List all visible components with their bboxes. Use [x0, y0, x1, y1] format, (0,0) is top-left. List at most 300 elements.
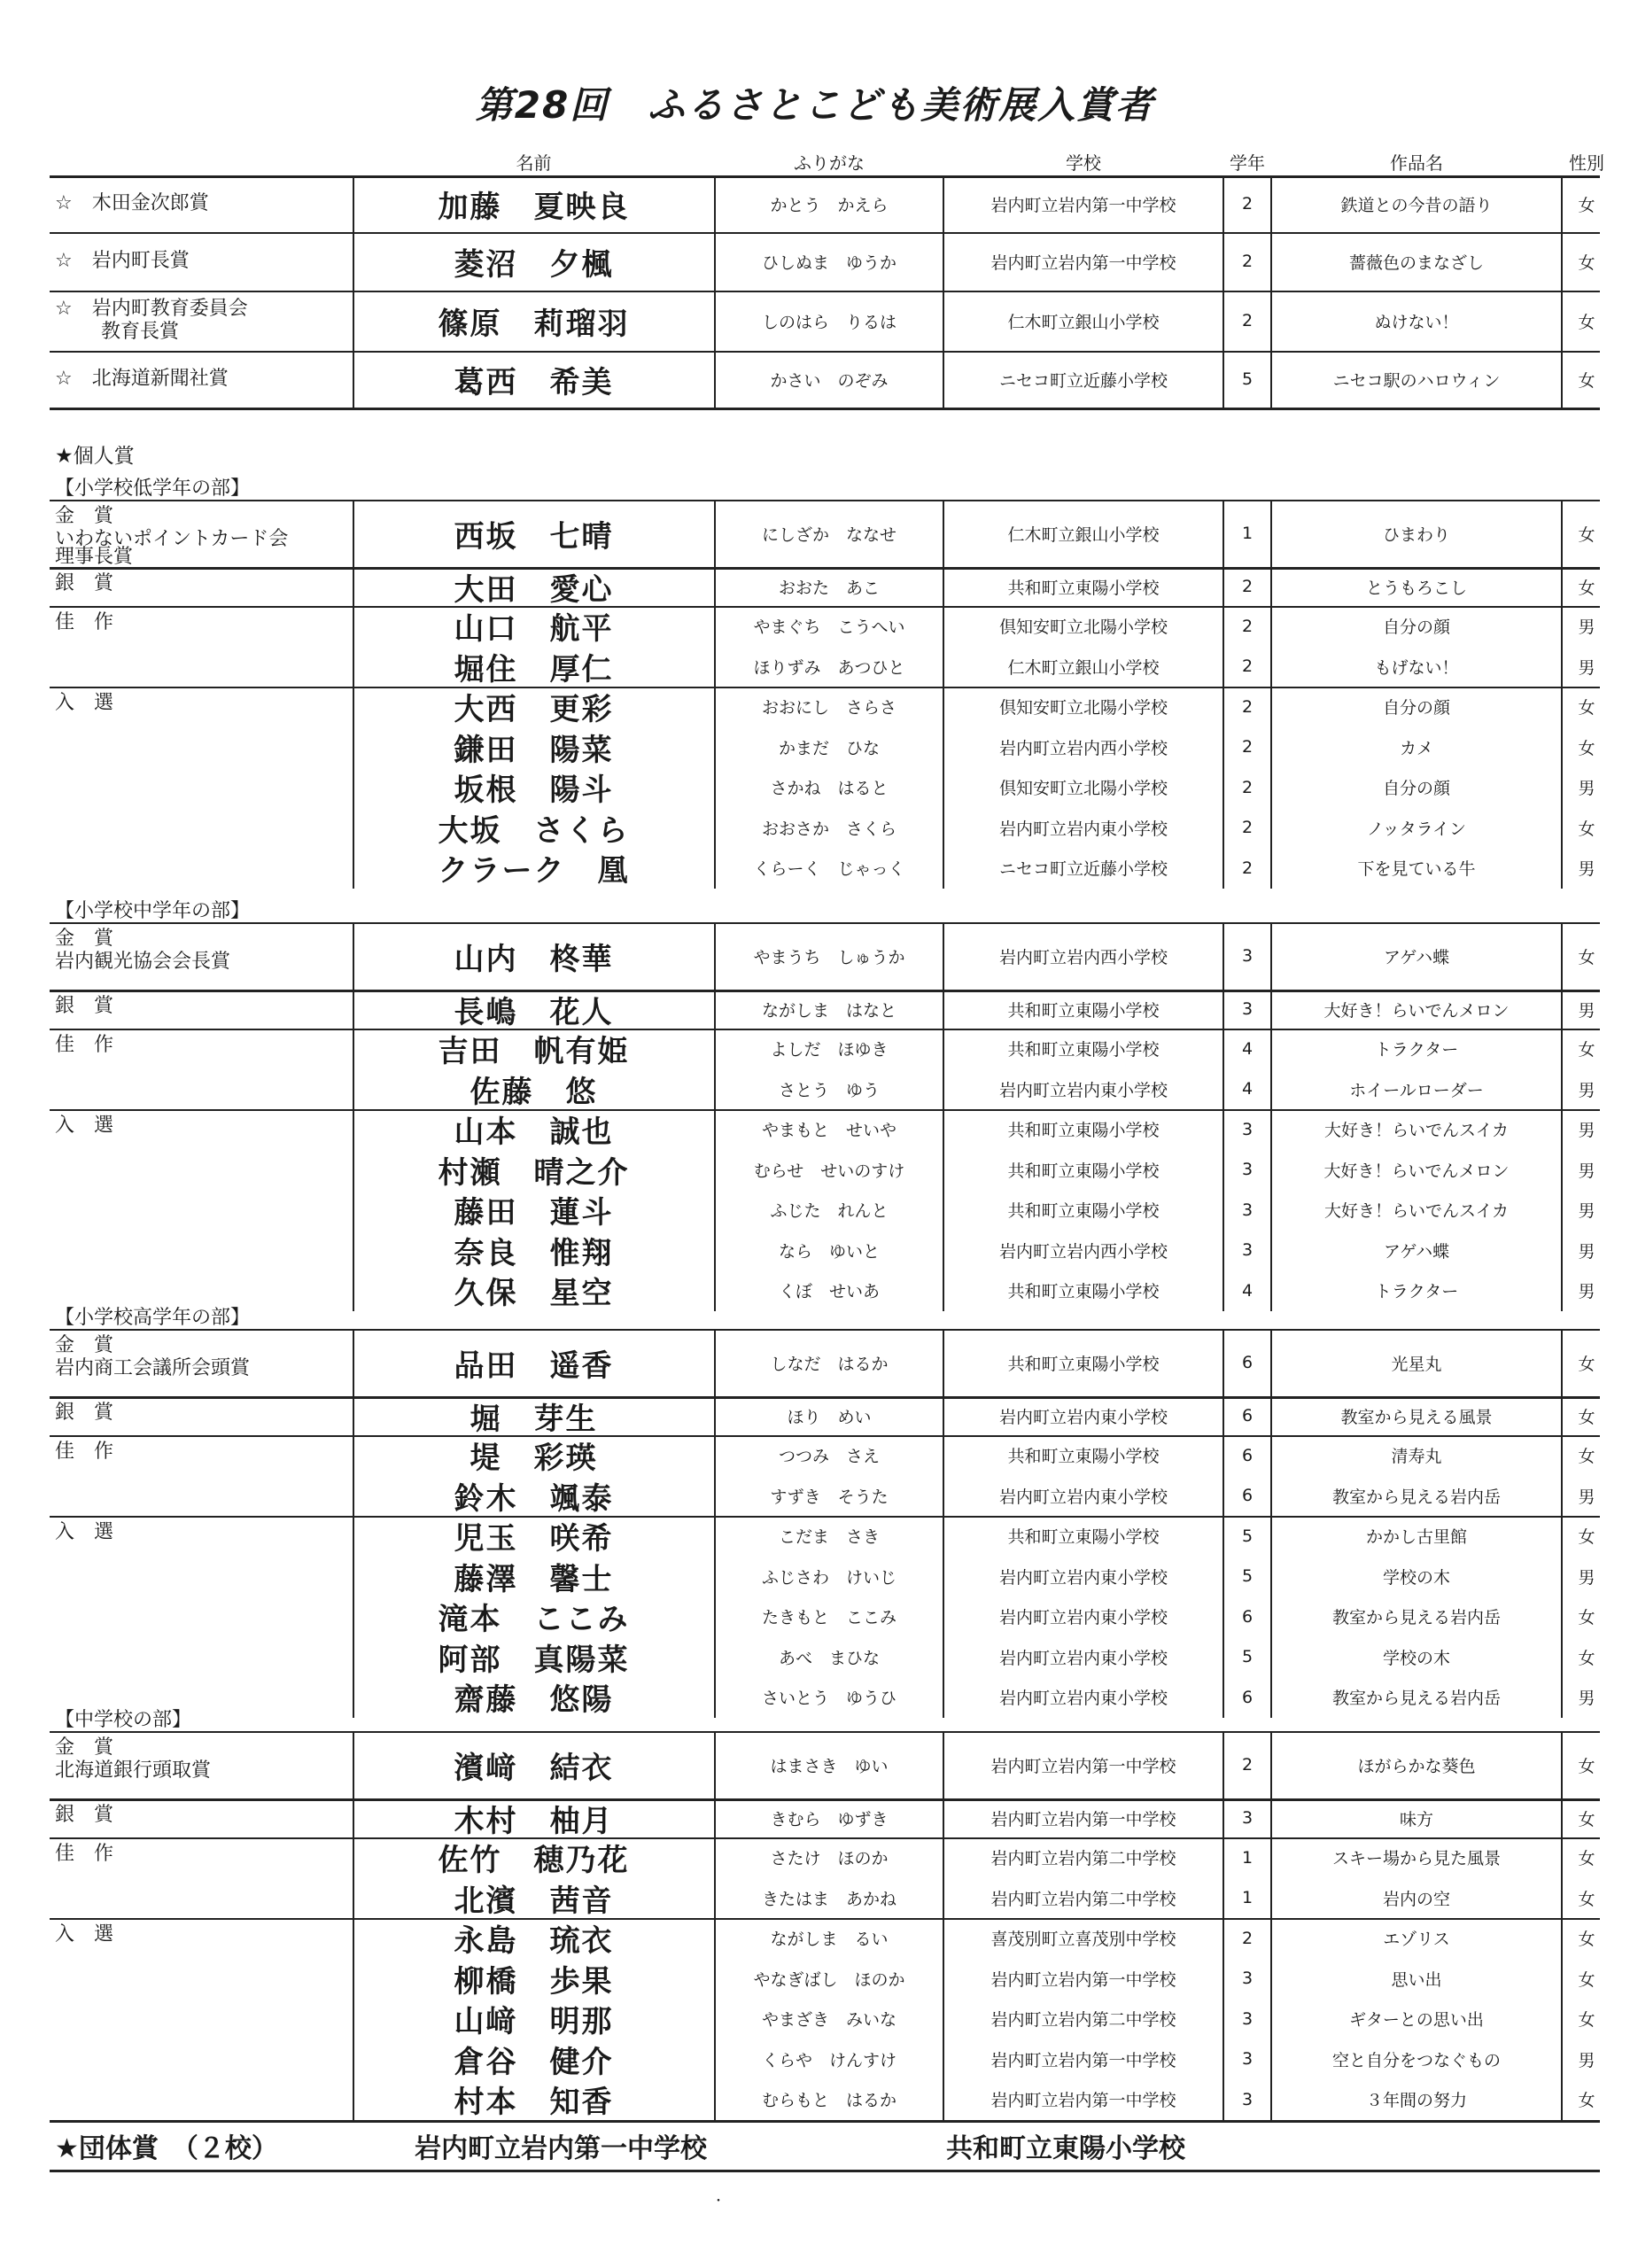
cell-grade: 2: [1241, 252, 1254, 271]
cell-furigana: なら ゆいと: [778, 1241, 880, 1262]
cell-school: 共和町立東陽小学校: [1007, 1121, 1160, 1141]
award-grade-label: 入 選: [55, 1115, 114, 1137]
column-divider: [1561, 500, 1563, 889]
cell-furigana: やまうち しゅうか: [753, 947, 905, 967]
cell-school: 共和町立東陽小学校: [1007, 1282, 1160, 1302]
cell-grade: 2: [1241, 858, 1254, 878]
section-title: 【小学校中学年の部】: [55, 900, 251, 922]
cell-school: 岩内町立岩内第二中学校: [990, 2010, 1176, 2031]
cell-school: 倶知安町立北陽小学校: [998, 698, 1168, 718]
cell-grade: 2: [1241, 577, 1254, 596]
cell-name: 齋藤 悠陽: [454, 1682, 614, 1719]
cell-work: もげない！: [1374, 657, 1459, 678]
individual-award-heading: ★個人賞: [55, 445, 135, 468]
cell-school: 岩内町立岩内西小学校: [998, 947, 1168, 967]
column-divider: [943, 1329, 944, 1718]
column-divider: [714, 500, 716, 889]
document-title: 第28回 ふるさとこども美術展入賞者: [475, 83, 1155, 127]
group-award-bottom-rule: [50, 2170, 1600, 2172]
cell-furigana: やまぐち こうへい: [753, 617, 905, 638]
cell-school: 岩内町立岩内東小学校: [998, 1487, 1168, 1507]
cell-furigana: たきもと ここみ: [761, 1608, 896, 1628]
cell-work: 自分の顔: [1382, 779, 1450, 799]
cell-school: 共和町立東陽小学校: [1007, 1354, 1160, 1374]
cell-school: 喜茂別町立喜茂別中学校: [990, 1930, 1176, 1950]
header-name: 名前: [516, 152, 552, 174]
cell-name: 大坂 さくら: [438, 812, 630, 849]
cell-furigana: さとう ゆう: [778, 1080, 880, 1100]
cell-grade: 2: [1241, 696, 1254, 717]
cell-name: 藤澤 馨士: [454, 1561, 614, 1597]
cell-name: 山﨑 明那: [454, 2004, 614, 2040]
cell-grade: 3: [1241, 2008, 1254, 2029]
column-divider: [1222, 1329, 1224, 1718]
cell-grade: 2: [1241, 777, 1254, 797]
award-label: ☆ 木田金次郎賞: [55, 192, 209, 214]
cell-school: 岩内町立岩内東小学校: [998, 1608, 1168, 1628]
award-grade-label: 銀 賞: [55, 995, 114, 1017]
cell-sex: 女: [1578, 1930, 1595, 1950]
cell-furigana: かまだ ひな: [778, 738, 880, 758]
cell-furigana: さいとう ゆうひ: [761, 1689, 896, 1709]
award-sponsor-label: いわないポイントカード会: [55, 528, 289, 550]
cell-furigana: きむら ゆずき: [770, 1809, 889, 1829]
cell-work: トラクター: [1374, 1040, 1459, 1060]
cell-name: 坂根 陽斗: [454, 773, 614, 809]
cell-furigana: やまざき みいな: [761, 2010, 896, 2031]
cell-grade: 5: [1241, 1647, 1254, 1667]
cell-furigana: ふじた れんと: [770, 1201, 889, 1222]
cell-grade: 5: [1241, 1566, 1254, 1587]
cell-grade: 6: [1241, 1687, 1254, 1707]
cell-work: 自分の顔: [1382, 617, 1450, 638]
cell-school: 仁木町立銀山小学校: [1007, 657, 1160, 678]
cell-name: 奈良 惟翔: [454, 1235, 614, 1271]
cell-grade: 3: [1241, 1240, 1254, 1261]
cell-school: 岩内町立岩内第一中学校: [990, 195, 1176, 215]
cell-furigana: むらもと はるか: [761, 2091, 896, 2111]
cell-name: 阿部 真陽菜: [438, 1642, 630, 1678]
cell-name: 葛西 希美: [454, 364, 614, 400]
cell-school: 岩内町立岩内東小学校: [998, 1648, 1168, 1668]
cell-grade: 6: [1241, 1486, 1254, 1506]
cell-grade: 4: [1241, 1038, 1254, 1059]
cell-furigana: ひしぬま ゆうか: [761, 252, 896, 273]
cell-grade: 1: [1241, 524, 1254, 543]
cell-school: 倶知安町立北陽小学校: [998, 617, 1168, 638]
cell-grade: 3: [1241, 1200, 1254, 1220]
cell-work: トラクター: [1374, 1282, 1459, 1302]
cell-sex: 女: [1578, 524, 1595, 545]
cell-sex: 男: [1578, 1567, 1595, 1588]
award-grade-label: 金 賞: [55, 1334, 114, 1356]
cell-furigana: くぼ せいあ: [778, 1282, 880, 1302]
cell-grade: 2: [1241, 1928, 1254, 1948]
cell-furigana: やまもと せいや: [761, 1121, 896, 1141]
cell-work: スキー場から見た風景: [1331, 1849, 1501, 1869]
cell-sex: 女: [1578, 698, 1595, 718]
cell-sex: 女: [1578, 947, 1595, 967]
cell-name: 倉谷 健介: [454, 2044, 614, 2080]
cell-grade: 4: [1241, 1280, 1254, 1301]
cell-school: 岩内町立岩内第一中学校: [990, 1969, 1176, 1990]
cell-sex: 男: [1578, 617, 1595, 638]
cell-name: 永島 琉衣: [454, 1923, 614, 1960]
cell-name: 藤田 蓮斗: [454, 1195, 614, 1231]
cell-furigana: かとう かえら: [770, 195, 889, 215]
cell-work: 自分の顔: [1382, 698, 1450, 718]
cell-name: 大西 更彩: [454, 692, 614, 728]
cell-furigana: さたけ ほのか: [770, 1849, 889, 1869]
cell-sex: 男: [1578, 657, 1595, 678]
cell-grade: 6: [1241, 1353, 1254, 1372]
cell-name: 村瀬 晴之介: [438, 1154, 630, 1191]
cell-grade: 4: [1241, 1079, 1254, 1099]
cell-sex: 女: [1578, 195, 1595, 215]
cell-grade: 2: [1241, 818, 1254, 838]
cell-sex: 男: [1578, 1689, 1595, 1709]
cell-school: 岩内町立岩内第二中学校: [990, 1849, 1176, 1869]
cell-school: 岩内町立岩内東小学校: [998, 1567, 1168, 1588]
cell-work: 思い出: [1391, 1969, 1442, 1990]
cell-sex: 女: [1578, 1040, 1595, 1060]
award-grade-label: 佳 作: [55, 611, 114, 633]
cell-sex: 男: [1578, 1161, 1595, 1181]
cell-sex: 女: [1578, 578, 1595, 598]
cell-furigana: さかね はると: [770, 779, 889, 799]
cell-school: 共和町立東陽小学校: [1007, 578, 1160, 598]
award-sponsor-label: 北海道銀行頭取賞: [55, 1759, 212, 1782]
cell-furigana: むらせ せいのすけ: [753, 1161, 905, 1181]
cell-furigana: すずき そうた: [770, 1487, 889, 1507]
cell-name: 鈴木 颯泰: [454, 1480, 614, 1517]
cell-sex: 女: [1578, 2091, 1595, 2111]
table-bottom-rule: [50, 408, 1600, 410]
cell-name: 長嶋 花人: [454, 994, 614, 1030]
cell-sex: 女: [1578, 252, 1595, 273]
cell-work: アゲハ蝶: [1383, 947, 1450, 967]
column-divider: [714, 922, 716, 1311]
cell-furigana: かさい のぞみ: [770, 370, 889, 391]
column-divider: [1270, 500, 1272, 889]
header-grade: 学年: [1230, 152, 1265, 174]
cell-school: 岩内町立岩内第一中学校: [990, 1809, 1176, 1829]
cell-furigana: きたはま あかね: [761, 1889, 896, 1909]
cell-name: 児玉 咲希: [454, 1521, 614, 1557]
cell-work: ３年間の努力: [1365, 2091, 1467, 2111]
cell-sex: 女: [1578, 1756, 1595, 1776]
cell-school: 共和町立東陽小学校: [1007, 1161, 1160, 1181]
cell-school: 共和町立東陽小学校: [1007, 1000, 1160, 1021]
cell-furigana: しなだ はるか: [770, 1354, 889, 1374]
award-label: ☆ 北海道新聞社賞: [55, 368, 229, 390]
award-grade-label: 佳 作: [55, 1843, 114, 1865]
cell-grade: 3: [1241, 1160, 1254, 1180]
cell-sex: 男: [1578, 1282, 1595, 1302]
cell-grade: 5: [1241, 1526, 1254, 1546]
cell-work: 空と自分をつなぐもの: [1331, 2050, 1501, 2070]
cell-work: ホイールローダー: [1349, 1080, 1484, 1100]
cell-name: 品田 遥香: [454, 1348, 614, 1384]
cell-work: 教室から見える風景: [1340, 1407, 1493, 1427]
cell-name: 山口 航平: [454, 611, 614, 648]
cell-school: 岩内町立岩内東小学校: [998, 819, 1168, 839]
award-grade-label: 佳 作: [55, 1034, 114, 1056]
award-sponsor-label: 岩内商工会議所会頭賞: [55, 1357, 251, 1379]
header-school: 学校: [1066, 152, 1101, 174]
cell-sex: 女: [1578, 1527, 1595, 1548]
cell-school: ニセコ町立近藤小学校: [998, 370, 1168, 391]
cell-name: 篠原 莉瑠羽: [438, 306, 630, 342]
cell-name: 堀住 厚仁: [454, 651, 614, 687]
cell-grade: 3: [1241, 999, 1254, 1019]
cell-grade: 6: [1241, 1606, 1254, 1627]
cell-furigana: ながしま るい: [770, 1930, 889, 1950]
cell-grade: 2: [1241, 616, 1254, 636]
cell-sex: 女: [1578, 1849, 1595, 1869]
group-award-school: 共和町立東陽小学校: [946, 2133, 1185, 2164]
cell-work: 清寿丸: [1391, 1447, 1442, 1467]
group-award-school: 岩内町立岩内第一中学校: [415, 2133, 707, 2164]
column-divider: [1561, 922, 1563, 1311]
cell-furigana: こだま さき: [778, 1527, 880, 1548]
cell-sex: 女: [1578, 2010, 1595, 2031]
cell-furigana: くらーく じゃっく: [753, 859, 905, 880]
award-label: ☆ 岩内町長賞: [55, 250, 190, 272]
column-divider: [1270, 922, 1272, 1311]
group-award-label: ★団体賞 （２校）: [55, 2133, 278, 2164]
column-divider: [1222, 1731, 1224, 2120]
cell-name: 山本 誠也: [454, 1115, 614, 1151]
cell-work: 大好き！らいでんスイカ: [1323, 1201, 1510, 1222]
award-sponsor-label: 理事長賞: [55, 546, 134, 568]
cell-grade: 5: [1241, 369, 1254, 389]
cell-name: 佐竹 穂乃花: [438, 1843, 630, 1879]
cell-grade: 2: [1241, 737, 1254, 757]
cell-name: 山内 柊華: [454, 941, 614, 977]
cell-furigana: しのはら りるは: [761, 312, 896, 332]
cell-grade: 3: [1241, 2089, 1254, 2109]
cell-sex: 女: [1578, 312, 1595, 332]
column-divider: [1270, 1329, 1272, 1718]
cell-work: 大好き！らいでんメロン: [1323, 1000, 1510, 1021]
header-furigana: ふりがな: [794, 152, 865, 174]
column-divider: [714, 1329, 716, 1718]
cell-work: 岩内の空: [1382, 1889, 1450, 1909]
cell-name: 柳橋 歩果: [454, 1963, 614, 2000]
cell-grade: 3: [1241, 1808, 1254, 1828]
cell-school: 岩内町立岩内第一中学校: [990, 2050, 1176, 2070]
cell-work: 下を見ている牛: [1357, 859, 1476, 880]
cell-sex: 男: [1578, 1241, 1595, 1262]
cell-name: 北濱 茜音: [454, 1883, 614, 1919]
cell-school: 共和町立東陽小学校: [1007, 1527, 1160, 1548]
cell-work: ほがらかな葵色: [1357, 1756, 1476, 1776]
cell-grade: 3: [1241, 1119, 1254, 1139]
cell-sex: 女: [1578, 1447, 1595, 1467]
cell-grade: 2: [1241, 1755, 1254, 1775]
section-title: 【中学校の部】: [55, 1709, 192, 1731]
cell-sex: 男: [1578, 1080, 1595, 1100]
cell-grade: 1: [1241, 1888, 1254, 1908]
award-grade-label: 金 賞: [55, 928, 114, 950]
cell-school: 岩内町立岩内第一中学校: [990, 2091, 1176, 2111]
cell-sex: 女: [1578, 1809, 1595, 1829]
cell-school: 仁木町立銀山小学校: [1007, 312, 1160, 332]
cell-grade: 3: [1241, 1969, 1254, 1989]
cell-work: カメ: [1399, 738, 1433, 758]
award-grade-label: 入 選: [55, 1923, 114, 1946]
award-grade-label: 銀 賞: [55, 1804, 114, 1826]
cell-furigana: あべ まひな: [778, 1648, 880, 1668]
award-label-line2: 教育長賞: [101, 321, 180, 343]
cell-furigana: はまさき ゆい: [770, 1756, 889, 1776]
cell-school: 仁木町立銀山小学校: [1007, 524, 1160, 545]
column-divider: [353, 1329, 354, 1718]
cell-work: ギターとの思い出: [1349, 2010, 1484, 2031]
cell-school: 共和町立東陽小学校: [1007, 1040, 1160, 1060]
column-divider: [353, 1731, 354, 2120]
section-title: 【小学校低学年の部】: [55, 478, 251, 500]
cell-furigana: ふじさわ けいじ: [761, 1567, 896, 1588]
cell-sex: 女: [1578, 1648, 1595, 1668]
cell-work: 大好き！らいでんスイカ: [1323, 1121, 1510, 1141]
cell-school: 岩内町立岩内第二中学校: [990, 1889, 1176, 1909]
cell-grade: 1: [1241, 1847, 1254, 1868]
cell-grade: 6: [1241, 1406, 1254, 1425]
column-divider: [1222, 922, 1224, 1311]
cell-name: 久保 星空: [454, 1276, 614, 1312]
cell-name: 吉田 帆有姫: [438, 1034, 630, 1070]
cell-name: 加藤 夏映良: [438, 189, 630, 225]
cell-sex: 女: [1578, 1407, 1595, 1427]
cell-name: 鎌田 陽菜: [454, 732, 614, 768]
cell-furigana: にしざか ななせ: [761, 524, 896, 545]
cell-grade: 3: [1241, 2049, 1254, 2070]
cell-name: クラーク 凰: [438, 853, 630, 889]
award-grade-label: 銀 賞: [55, 1402, 114, 1424]
cell-furigana: ほりずみ あつひと: [753, 657, 905, 678]
cell-grade: 6: [1241, 1445, 1254, 1465]
cell-work: 教室から見える岩内岳: [1331, 1608, 1501, 1628]
award-grade-label: 入 選: [55, 692, 114, 714]
cell-name: 西坂 七晴: [454, 518, 614, 555]
award-label: ☆ 岩内町教育委員会: [55, 298, 248, 320]
cell-furigana: おおた あこ: [778, 578, 880, 598]
cell-name: 堤 彩瑛: [470, 1441, 598, 1477]
cell-name: 大田 愛心: [454, 571, 614, 608]
cell-grade: 3: [1241, 946, 1254, 966]
cell-sex: 男: [1578, 779, 1595, 799]
cell-sex: 男: [1578, 859, 1595, 880]
cell-name: 村本 知香: [454, 2085, 614, 2121]
section-title: 【小学校高学年の部】: [55, 1307, 251, 1329]
award-grade-label: 入 選: [55, 1521, 114, 1543]
cell-furigana: よしだ ほゆき: [770, 1040, 889, 1060]
award-grade-label: 金 賞: [55, 1736, 114, 1759]
cell-name: 滝本 ここみ: [438, 1602, 630, 1638]
cell-sex: 女: [1578, 1889, 1595, 1909]
cell-sex: 男: [1578, 1201, 1595, 1222]
cell-sex: 女: [1578, 1608, 1595, 1628]
cell-school: 岩内町立岩内東小学校: [998, 1689, 1168, 1709]
cell-name: 菱沼 夕楓: [454, 246, 614, 283]
column-divider: [943, 500, 944, 889]
cell-sex: 男: [1578, 1000, 1595, 1021]
cell-work: とうもろこし: [1365, 578, 1467, 598]
cell-school: 岩内町立岩内第一中学校: [990, 252, 1176, 273]
award-sponsor-label: 岩内観光協会会長賞: [55, 951, 231, 973]
header-sex: 性別: [1569, 152, 1604, 174]
cell-school: 共和町立東陽小学校: [1007, 1447, 1160, 1467]
cell-furigana: くらや けんすけ: [761, 2050, 896, 2070]
cell-name: 佐藤 悠: [470, 1074, 598, 1110]
cell-work: 教室から見える岩内岳: [1331, 1689, 1501, 1709]
cell-sex: 男: [1578, 1487, 1595, 1507]
cell-work: 光星丸: [1391, 1354, 1442, 1374]
cell-work: 味方: [1399, 1809, 1433, 1829]
cell-school: 岩内町立岩内東小学校: [998, 1080, 1168, 1100]
column-divider: [1561, 1329, 1563, 1718]
cell-sex: 女: [1578, 1354, 1595, 1374]
cell-name: 堀 芽生: [470, 1401, 598, 1437]
cell-grade: 2: [1241, 311, 1254, 330]
group-award-top-rule: [50, 2120, 1600, 2123]
cell-work: エゾリス: [1383, 1930, 1450, 1950]
award-grade-label: 佳 作: [55, 1441, 114, 1463]
column-divider: [353, 500, 354, 889]
column-divider: [1222, 500, 1224, 889]
cell-sex: 女: [1578, 819, 1595, 839]
cell-grade: 2: [1241, 194, 1254, 214]
cell-school: 岩内町立岩内西小学校: [998, 1241, 1168, 1262]
cell-work: 教室から見える岩内岳: [1331, 1487, 1501, 1507]
cell-school: ニセコ町立近藤小学校: [998, 859, 1168, 880]
cell-sex: 女: [1578, 370, 1595, 391]
header-work: 作品名: [1390, 152, 1443, 174]
award-grade-label: 金 賞: [55, 505, 114, 527]
cell-furigana: つつみ さえ: [778, 1447, 880, 1467]
column-divider: [943, 1731, 944, 2120]
cell-furigana: ながしま はなと: [761, 1000, 896, 1021]
cell-work: ひまわり: [1382, 524, 1450, 545]
cell-sex: 女: [1578, 1969, 1595, 1990]
cell-school: 共和町立東陽小学校: [1007, 1201, 1160, 1222]
column-divider: [1561, 1731, 1563, 2120]
column-divider: [353, 922, 354, 1311]
cell-school: 岩内町立岩内東小学校: [998, 1407, 1168, 1427]
cell-name: 木村 柚月: [454, 1803, 614, 1839]
cell-furigana: ほり めい: [787, 1407, 872, 1427]
cell-work: 鉄道との今昔の語り: [1340, 195, 1493, 215]
cell-work: 学校の木: [1382, 1567, 1450, 1588]
column-divider: [943, 922, 944, 1311]
cell-work: アゲハ蝶: [1383, 1241, 1450, 1262]
award-grade-label: 銀 賞: [55, 572, 114, 594]
cell-work: ぬけない！: [1374, 312, 1459, 332]
cell-work: 大好き！らいでんメロン: [1323, 1161, 1510, 1181]
scan-speck: ・: [712, 2194, 725, 2209]
cell-furigana: やなぎばし ほのか: [753, 1969, 905, 1990]
cell-work: ニセコ駅のハロウィン: [1332, 370, 1501, 391]
cell-school: 岩内町立岩内西小学校: [998, 738, 1168, 758]
cell-work: 学校の木: [1382, 1648, 1450, 1668]
cell-work: ノッタライン: [1366, 819, 1467, 839]
cell-school: 倶知安町立北陽小学校: [998, 779, 1168, 799]
cell-sex: 男: [1578, 2050, 1595, 2070]
column-divider: [1270, 1731, 1272, 2120]
cell-work: かかし古里館: [1365, 1527, 1467, 1548]
